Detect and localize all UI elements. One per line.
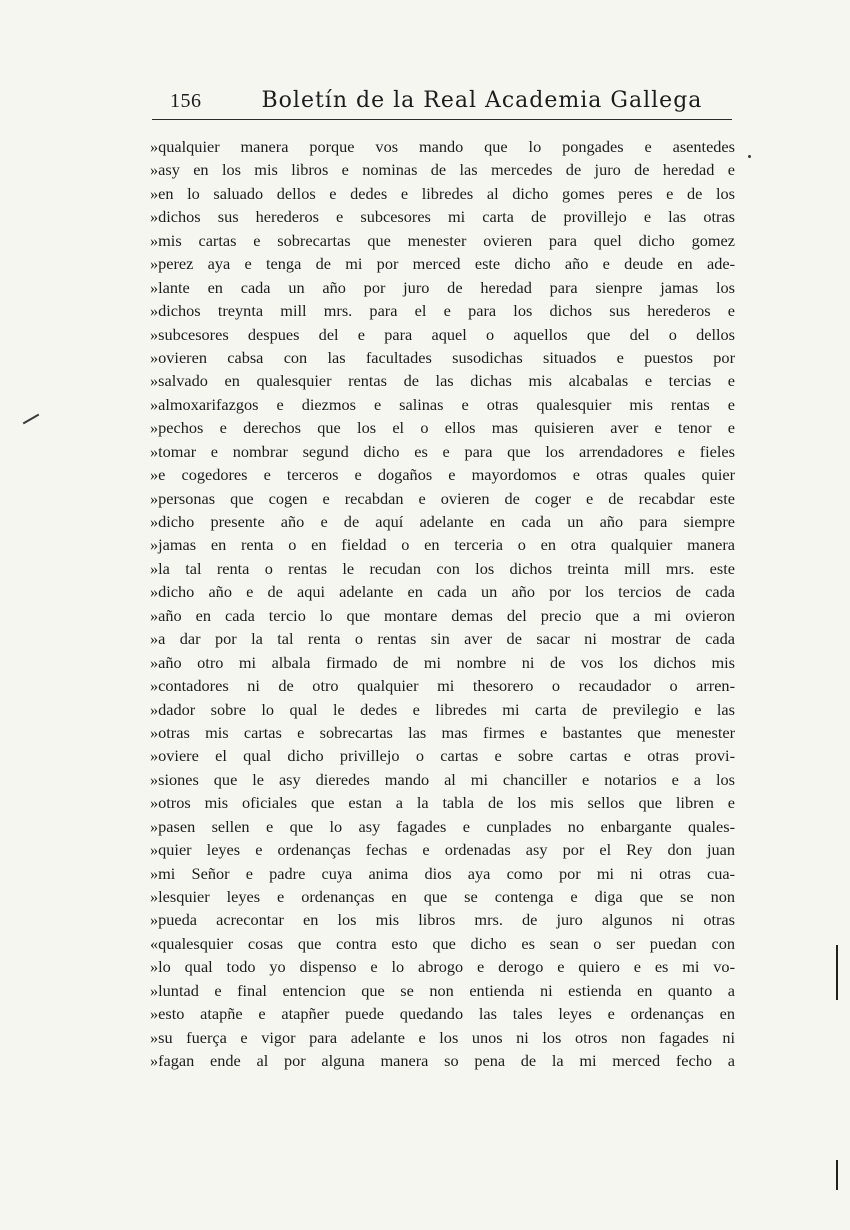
text-line: »lo qual todo yo dispenso e lo abrogo e derogo e quiero e es mi vo- — [150, 957, 735, 977]
text-line: »dador sobre lo qual le dedes e libredes mi carta de previlegio e las — [150, 699, 735, 719]
text-line: »año otro mi albala firmado de mi nombre ni de vos los dichos mis — [150, 652, 735, 672]
header-rule — [152, 119, 732, 120]
text-line: »salvado en qualesquier rentas de las dichas mis alcabalas e tercias e — [150, 371, 735, 391]
text-line: »la tal renta o rentas le recudan con los dichos treinta mill mrs. este — [150, 558, 735, 578]
text-line: »en lo saluado dellos e dedes e libredes al dicho gomes peres e de los — [150, 183, 735, 203]
text-line: »lante en cada un año por juro de heredad para sienpre jamas los — [150, 277, 735, 297]
margin-line-mark — [836, 1160, 838, 1190]
text-line: »mi Señor e padre cuya anima dios aya como por mi ni otras cua- — [150, 863, 735, 883]
text-line: »e cogedores e terceros e dogaños e mayordomos e otras quales quier — [150, 465, 735, 485]
text-line: »personas que cogen e recabdan e ovieren de coger e de recabdar este — [150, 488, 735, 508]
text-line: »mis cartas e sobrecartas que menester ovieren para quel dicho gomez — [150, 230, 735, 250]
text-line: »año en cada tercio lo que montare demas del precio que a mi ovieron — [150, 605, 735, 625]
text-line: »siones que le asy dieredes mando al mi chanciller e notarios e a los — [150, 769, 735, 789]
text-line: »su fuerça e vigor para adelante e los unos ni los otros non fagades ni — [150, 1027, 735, 1047]
text-line: »dicho presente año e de aquí adelante en cada un año para siempre — [150, 512, 735, 531]
text-line: »ovieren cabsa con las facultades susodichas situados e puestos por — [150, 347, 735, 367]
text-line: »lesquier leyes e ordenanças en que se contenga e diga que se non — [150, 887, 735, 906]
text-line: »pasen sellen e que lo asy fagades e cunplades no enbargante quales- — [150, 816, 735, 836]
text-line: »fagan ende al por alguna manera so pena de la mi merced fecho a — [150, 1051, 735, 1071]
text-line: »dicho año e de aqui adelante en cada un año por los tercios de cada — [150, 582, 735, 602]
text-line: «qualesquier cosas que contra esto que dicho es sean o ser puedan con — [150, 933, 735, 953]
text-line: »quier leyes e ordenanças fechas e ordenadas asy por el Rey don juan — [150, 840, 735, 860]
margin-line-mark — [836, 945, 838, 1000]
text-line: »otras mis cartas e sobrecartas las mas firmes e bastantes que menester — [150, 722, 735, 742]
text-line: »pechos e derechos que los el o ellos mas quisieren aver e tenor e — [150, 418, 735, 438]
text-line: »jamas en renta o en fieldad o en terceria o en otra qualquier manera — [150, 535, 735, 555]
page-header — [170, 88, 730, 122]
text-line: »esto atapñe e atapñer puede quedando las tales leyes e ordenanças en — [150, 1004, 735, 1024]
text-line: »dichos treynta mill mrs. para el e para los dichos sus herederos e — [150, 301, 735, 321]
text-line: »oviere el qual dicho privillejo o cartas e sobre cartas e otras provi- — [150, 746, 735, 766]
text-line: »a dar por la tal renta o rentas sin aver de sacar ni mostrar de cada — [150, 629, 735, 649]
text-line: »almoxarifazgos e diezmos e salinas e otras qualesquier mis rentas e — [150, 394, 735, 414]
text-line: »otros mis oficiales que estan a la tabla de los mis sellos que libren e — [150, 793, 735, 813]
body-text — [150, 135, 735, 1073]
text-line: »luntad e final entencion que se non entienda ni estienda en quanto a — [150, 980, 735, 1000]
text-line: »tomar e nombrar segund dicho es e para que los arrendadores e fieles — [150, 441, 735, 461]
text-line: »dichos sus herederos e subcesores mi carta de provillejo e las otras — [150, 207, 735, 227]
page-number: 156 — [170, 90, 202, 112]
text-line: »pueda acrecontar en los mis libros mrs. de juro algunos ni otras — [150, 910, 735, 930]
text-line: »subcesores despues del e para aquel o aquellos que del o dellos — [150, 324, 735, 344]
text-line: »perez aya e tenga de mi por merced este dicho año e deude en ade- — [150, 254, 735, 274]
scan-mark — [23, 414, 40, 425]
scan-mark — [748, 155, 751, 158]
running-title: Boletín de la Real Academia Gallega — [261, 88, 703, 113]
text-line: »asy en los mis libros e nominas de las mercedes de juro de heredad e — [150, 160, 735, 180]
text-line: »contadores ni de otro qualquier mi thesorero o recaudador o arren- — [150, 676, 735, 696]
text-line: »qualquier manera porque vos mando que lo pongades e asentedes — [150, 137, 735, 156]
